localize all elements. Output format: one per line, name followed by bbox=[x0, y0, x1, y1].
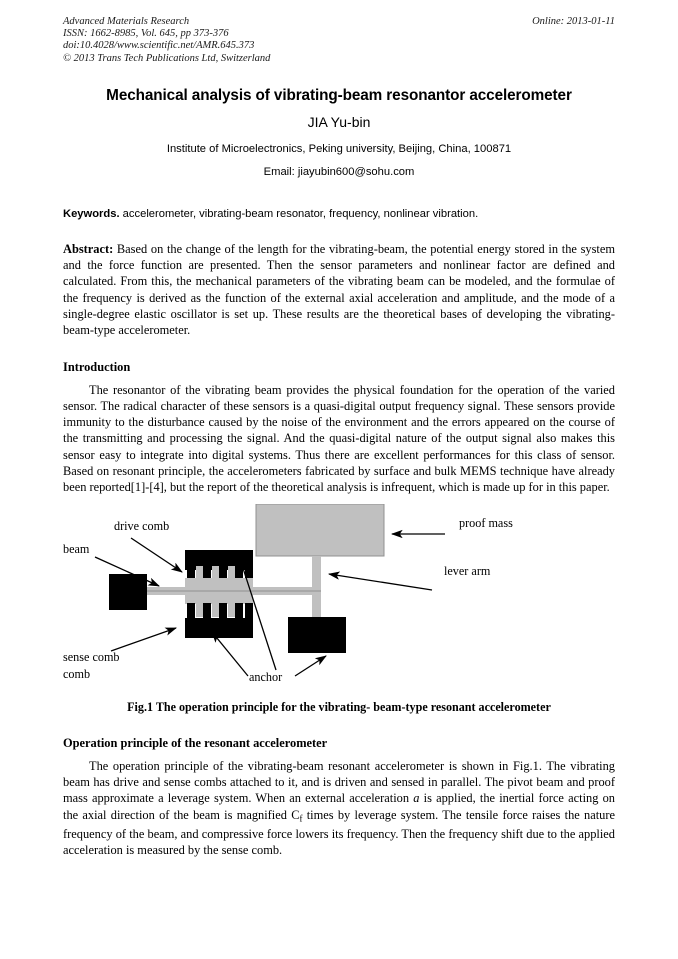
label-sense-comb: sense comb bbox=[63, 649, 120, 664]
page-content bbox=[63, 16, 615, 859]
masthead bbox=[63, 16, 615, 65]
figure-1 bbox=[63, 504, 615, 686]
beam-texture bbox=[147, 590, 321, 592]
sense-rotor-finger bbox=[228, 604, 235, 617]
drive-rotor-finger bbox=[196, 566, 203, 579]
author-name: JIA Yu-bin bbox=[307, 113, 371, 130]
abstract-block bbox=[63, 241, 615, 339]
leader-anchor-right bbox=[295, 656, 326, 676]
proof-mass-body bbox=[256, 504, 384, 556]
keywords-label: Keywords. bbox=[63, 207, 120, 220]
operation-variable-a: a bbox=[413, 791, 420, 806]
label-anchor: anchor bbox=[249, 669, 283, 684]
introduction-paragraph: The resonantor of the vibrating beam provides the physical foundation for the operation of the varied sensor. The radical character of these sensors is a quasi-digital output frequency signal. These sensors provide immunity to the disturbance caused by the noise of the environment and the errors appeared on the course of the transmitting and processing the signal. And the quasi-digital nature of the output signal also makes this sensor easy to integrate into digital systems. Thus there are excellent performances for this class of sensor. Based on resonant principle, the accelerometers fabricated by surface and bulk MEMS technique have already been reported[1]-[4], but the report of the theoretical analysis is infrequent, which is made up for in this paper. bbox=[63, 382, 615, 495]
drive-rotor-finger bbox=[228, 566, 235, 579]
page-title: Mechanical analysis of vibrating-beam resonantor accelerometer bbox=[106, 86, 572, 104]
author-email: Email: jiayubin600@sohu.com bbox=[263, 165, 415, 178]
anchor-left bbox=[109, 574, 147, 610]
journal-name: Advanced Materials Research bbox=[63, 16, 190, 27]
sense-rotor-stem bbox=[214, 592, 224, 602]
doi-line: doi:10.4028/www.scientific.net/AMR.645.373 bbox=[63, 40, 255, 52]
label-sense-comb-2: comb bbox=[63, 666, 91, 681]
sense-rotor-finger bbox=[212, 604, 219, 617]
sense-rotor-finger bbox=[196, 604, 203, 617]
accelerometer-diagram bbox=[63, 504, 615, 686]
online-date: Online: 2013-01-11 bbox=[532, 16, 615, 27]
sense-comb-finger bbox=[187, 603, 195, 618]
figure-caption: Fig.1 The operation principle for the vibrating- beam-type resonant accelerometer bbox=[127, 699, 551, 714]
issn-line: ISSN: 1662-8985, Vol. 645, pp 373-376 bbox=[63, 28, 229, 40]
sense-comb-body bbox=[185, 618, 253, 638]
label-drive-comb: drive comb bbox=[114, 518, 170, 533]
sense-comb-finger bbox=[219, 603, 227, 618]
leader-sense-comb bbox=[111, 628, 176, 651]
operation-text-a: The operation principle of the vibrating-beam resonant accelerometer is shown in Fig.1. The vibrating beam has drive and sense combs attached to it, and is driven and sensed in parallel. The pivot beam and proof mass approximate a leverage system. When an external acceleration bbox=[63, 758, 615, 806]
sense-comb-finger bbox=[203, 603, 211, 618]
section-heading-introduction: Introduction bbox=[63, 359, 131, 374]
keywords-block bbox=[63, 208, 615, 220]
leader-lever-arm bbox=[329, 574, 432, 590]
label-proof-mass: proof mass bbox=[459, 515, 513, 530]
operation-text-b: is applied, the inertial force acting on the axial direction of the beam is magnified C bbox=[63, 791, 615, 822]
drive-rotor-finger bbox=[212, 566, 219, 579]
operation-subscript-f: f bbox=[299, 812, 303, 823]
leader-anchor-lower-left bbox=[212, 632, 248, 676]
section-heading-operation: Operation principle of the resonant accelerometer bbox=[63, 735, 328, 750]
masthead-left bbox=[63, 16, 483, 65]
copyright-line: © 2013 Trans Tech Publications Ltd, Switzerland bbox=[63, 52, 271, 64]
anchor-bottom-right bbox=[288, 617, 346, 653]
abstract-label: Abstract: bbox=[63, 241, 114, 256]
keywords-text: accelerometer, vibrating-beam resonator, frequency, nonlinear vibration. bbox=[119, 207, 479, 220]
lever-arm-vertical bbox=[312, 556, 321, 617]
sense-comb-finger bbox=[235, 603, 243, 618]
drive-rotor-stem bbox=[214, 578, 224, 590]
label-lever-arm: lever arm bbox=[444, 563, 491, 578]
operation-paragraph bbox=[63, 758, 615, 859]
abstract-text: Based on the change of the length for the vibrating-beam, the potential energy stored in the system and the force function are presented. Then the sensor parameters and nonlinear factor are defined and calculated. From this, the mechanical parameters of the vibrating beam can be modeled, and the formulae of the frequency is derived as the function of the external axial acceleration and amplitude, and the mode of a single-degree elastic oscillator is set up. These results are the theoretical bases of developing the vibrating-beam-type accelerometer. bbox=[63, 241, 615, 338]
label-beam: beam bbox=[63, 541, 90, 556]
affiliation: Institute of Microelectronics, Peking university, Beijing, China, 100871 bbox=[166, 142, 512, 155]
sense-comb-finger bbox=[245, 603, 253, 618]
operation-text-c: times by leverage system. The tensile force raises the nature frequency of the beam, and compressive force lowers its frequency. Then the frequency shift due to the applied acceleration is measured by the sense comb. bbox=[63, 807, 616, 858]
leader-drive-comb bbox=[131, 538, 182, 572]
